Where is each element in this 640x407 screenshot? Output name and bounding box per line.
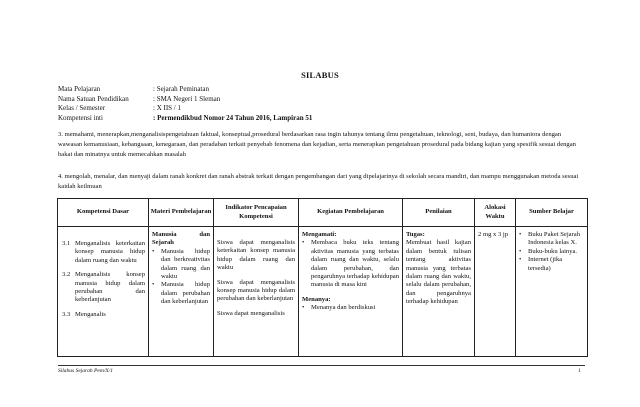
footer-left: Silabus Sejarah Pem/X/1: [58, 368, 113, 374]
indikator-item: Siswa dapat menganalisis: [217, 309, 285, 317]
bullet-icon: •: [302, 239, 305, 247]
meta-value: : Permendikbud Nomor 24 Tahun 2016, Lampiran 51: [153, 113, 313, 122]
header-penilaian: Penilaian: [403, 199, 475, 227]
meta-value: : Sejarah Peminatan: [153, 85, 209, 93]
meta-label: Mata Pelajaran: [58, 85, 101, 93]
list-item: [519, 256, 584, 273]
alokasi-text: 2 mg x 3 jp: [478, 231, 509, 238]
bullet-icon: •: [519, 256, 522, 264]
header-indikator: Indikator Pencapaian Kompetensi: [214, 199, 299, 227]
cell-indikator: [214, 227, 299, 357]
cell-alokasi: [475, 227, 516, 357]
page-title: SILABUS: [301, 70, 339, 80]
sumber-item: Buku-buku lainya.: [528, 247, 578, 255]
bullet-icon: •: [519, 247, 522, 255]
list-item: [519, 248, 584, 256]
meta-row: [58, 104, 312, 114]
kd-number: 3.1: [62, 240, 71, 247]
sumber-item: Internet (jika tersedia): [528, 256, 563, 272]
kd-text: Menganalis: [75, 310, 106, 318]
materi-item: Manusia hidup dalam perubahan dan keberlanjutan: [161, 281, 210, 306]
meta-label: Kelas / Semester: [58, 104, 106, 113]
list-item: [302, 304, 399, 312]
bullet-icon: •: [519, 231, 522, 238]
kd-text: Menganalisis konsep manusia hidup dalam perubahan dan keberlanjutan: [75, 271, 145, 304]
kd-item: [62, 311, 145, 319]
ki3-paragraph: 3. memahami, menerapkan,menganalisispengetahuan faktual, konseptual,prosedural berdasarkan rasa ingin tahunya tentang ilmu pengetahuan, teknologi, seni, budaya, dan humaniora dengan wawasan kemanusiaan, kebangsaan, kenegaraan, dan peradaban terkait penyebab fenomena dan kejadian, serta menerapkan pengetahuan prosedural pada bidang kajian yang spesifik sesuai dengan bakat dan minatnya untuk memecahkan masalah: [58, 131, 576, 159]
header-materi: Materi Pembelajaran: [149, 199, 214, 227]
meta-row: [58, 114, 312, 124]
penilaian-text: Membuat hasil kajian dalam bentuk tulisan tentang aktivitas manusia yang terbatas dalam ruang dan waktu, selalu dalam perubahan, dan pengaruhnya terhadap kehidupan: [406, 239, 471, 306]
kd-item: [62, 271, 145, 305]
meta-label: Nama Satuan Pendidikan: [58, 94, 129, 103]
bullet-icon: •: [152, 281, 155, 289]
list-item: [152, 281, 210, 306]
page-number: 1: [578, 368, 581, 374]
kegiatan-heading: Mengamati:: [302, 231, 337, 238]
kegiatan-item: Membaca buku teks tentang aktivitas manusia yang terbatas dalam ruang dan waktu, selalu dalam perubahan, dan pengaruhnya terhadap kehidupan manusia di masa kini: [311, 239, 399, 289]
ki4-paragraph: 4. mengolah, menalar, dan menyaji dalam ranah konkret dan ranah abstrak terkait dengan pengembangan dari yang dipelajarinya di sekolah secara mandiri, dan mampu menggunakan metoda sesuai kaidah keilmuan: [58, 173, 579, 191]
header-alokasi: Alokasi Waktu: [475, 199, 516, 227]
kd-number: 3.3: [62, 310, 71, 318]
bullet-icon: •: [152, 247, 155, 255]
cell-sumber: [516, 227, 588, 357]
materi-title: Manusia dan Sejarah: [152, 231, 210, 247]
materi-item: Manusia hidup dan berkreativitas dalam ruang dan waktu: [161, 247, 210, 281]
penilaian-heading: Tugas:: [406, 231, 425, 238]
kd-number: 3.2: [62, 271, 71, 279]
list-item: [302, 239, 399, 289]
kegiatan-item: Menanya dan berdiskusi: [311, 304, 376, 312]
table-row: [58, 227, 588, 357]
meta-value: : X IIS / 1: [153, 104, 181, 113]
syllabus-table: [57, 198, 588, 357]
meta-label: Kompetensi inti: [58, 113, 103, 122]
meta-value: : SMA Negeri 1 Sleman: [153, 94, 221, 103]
indikator-item: Siswa dapat menganalisis konsep manusia hidup dalam perubahan dan keberlanjutan: [217, 278, 295, 303]
footer-divider: [58, 365, 585, 366]
bullet-icon: •: [302, 304, 305, 312]
cell-penilaian: [403, 227, 475, 357]
cell-kegiatan: [299, 227, 403, 357]
kd-item: [62, 240, 145, 265]
header-kompetensi-dasar: Kompetensi Dasar: [58, 199, 149, 227]
cell-kompetensi-dasar: [58, 227, 149, 357]
indikator-item: Siswa dapat menganalisis keterkaitan konsep manusia hidup dalam ruang dan waktu: [217, 239, 295, 272]
table-header-row: [58, 199, 588, 227]
meta-row: [58, 85, 312, 95]
header-kegiatan: Kegiatan Pembelajaran: [299, 199, 403, 227]
kd-text: Menganalisis keterkaitan konsep manusia hidup dalam ruang dan waktu: [75, 240, 145, 264]
list-item: [152, 248, 210, 282]
list-item: [519, 231, 584, 248]
cell-materi: [149, 227, 214, 357]
meta-block: [58, 85, 312, 123]
kegiatan-heading: Menanya:: [302, 295, 331, 303]
meta-row: [58, 95, 312, 105]
header-sumber: Sumber Belajar: [516, 199, 588, 227]
sumber-item: Buku Paket Sejarah Indonesia kelas X.: [528, 231, 581, 247]
